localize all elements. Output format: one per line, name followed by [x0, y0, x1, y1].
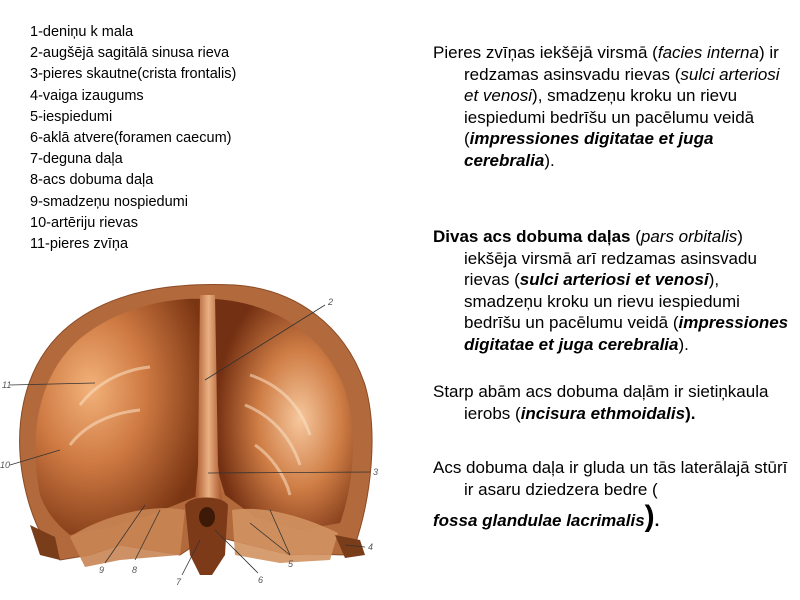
- text-span: Acs dobuma daļa ir gluda un tās laterālajā stūrī ir asaru dziedzera bedre (: [433, 458, 788, 499]
- legend-item: 8-acs dobuma daļa: [30, 172, 154, 189]
- latin-term-bold: incisura ethmoidalis: [520, 403, 686, 423]
- latin-term: facies interna: [657, 43, 759, 62]
- callout-8: 8: [132, 565, 138, 575]
- text-span: ) iekšēja virsmā arī redzamas asinsvadu rievas (: [464, 227, 757, 290]
- paragraph-facies-interna: [433, 42, 795, 172]
- frontal-bone-illustration: [0, 255, 420, 600]
- legend-item: 6-aklā atvere(foramen caecum): [30, 130, 232, 147]
- paragraph-fossa: [433, 457, 795, 532]
- text-span: (: [630, 227, 641, 246]
- legend-item: 4-vaiga izaugums: [30, 87, 144, 104]
- legend-item: 2-augšējā sagitālā sinusa rieva: [30, 45, 230, 62]
- text-span: Pieres zvīņas iekšējā virsmā (: [433, 43, 658, 62]
- latin-term: sulci arteriosi et venosi: [464, 64, 780, 106]
- latin-term-bold: impressiones digitatae et juga cerebralia: [464, 313, 789, 354]
- legend-item: 11-pieres zvīņa: [30, 236, 129, 253]
- paragraph-pars-orbitalis: [433, 226, 795, 356]
- callout-5: 5: [288, 559, 294, 569]
- legend-item: 9-smadzeņu nospiedumi: [30, 193, 188, 210]
- callout-2: 2: [328, 297, 334, 307]
- frontal-bone-drawing: [0, 255, 420, 600]
- callout-11: 11: [2, 380, 12, 390]
- legend-item: 10-artēriju rievas: [30, 214, 138, 231]
- latin-term: pars orbitalis: [640, 227, 738, 246]
- callout-6: 6: [258, 575, 264, 585]
- callout-7: 7: [176, 577, 182, 587]
- text-span: ).: [678, 334, 689, 354]
- latin-term-bold: impressiones digitatae et juga cerebralia: [464, 129, 714, 170]
- legend-item: 1-deniņu k mala: [30, 24, 134, 40]
- legend-item: 3-pieres skautne(crista frontalis): [30, 66, 237, 83]
- closing-paren: ): [644, 500, 655, 534]
- text-span: .: [654, 511, 660, 531]
- callout-4: 4: [368, 542, 374, 552]
- legend-item: 7-deguna daļa: [30, 151, 123, 168]
- latin-term-bold: sulci arteriosi et venosi: [519, 270, 709, 290]
- legend-item: 5-iespiedumi: [30, 108, 113, 125]
- foramen-caecum: [199, 507, 215, 527]
- text-span: Starp abām acs dobuma daļām ir sietiņkaula ierobs (: [433, 382, 769, 423]
- callout-9: 9: [99, 565, 105, 575]
- bold-heading: Divas acs dobuma daļas: [433, 227, 631, 246]
- text-span: ).: [685, 403, 696, 423]
- text-span: ).: [544, 150, 555, 170]
- latin-term-bold: fossa glandulae lacrimalis: [433, 511, 645, 531]
- text-span: ) ir redzamas asinsvadu rievas (: [464, 43, 779, 84]
- callout-10: 10: [0, 460, 11, 470]
- text-span: ), smadzeņu kroku un rievu iespiedumi bedrīšu un pacēlumu veidā (: [464, 86, 755, 149]
- text-span: ), smadzeņu kroku un rievu iespiedumi bedrīšu un pacēlumu veidā (: [464, 270, 740, 333]
- paragraph-incisura: [433, 381, 795, 424]
- legend-list: [30, 22, 236, 255]
- callout-3: 3: [373, 467, 379, 477]
